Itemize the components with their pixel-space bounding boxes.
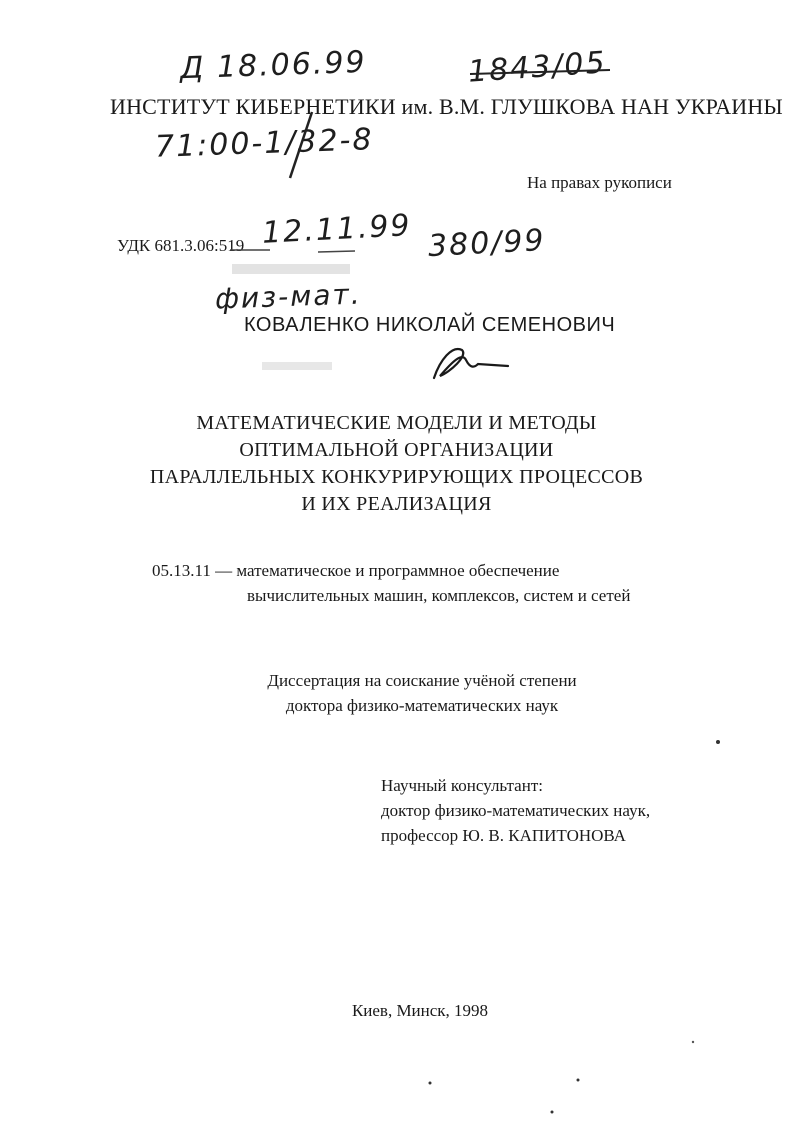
institute-name: ИНСТИТУТ КИБЕРНЕТИКИ им. В.М. ГЛУШКОВА НАН УКРАИНЫ [110,94,783,119]
title-line: ПАРАЛЛЕЛЬНЫХ КОНКУРИРУЮЩИХ ПРОЦЕССОВ [149,466,644,488]
handwritten-number-2: 380/99 [427,222,547,265]
manuscript-rights: На правах рукописи [527,173,672,192]
specialty-code-line: 05.13.11 — математическое и программное обеспечение [152,561,560,580]
degree-line: доктора физико-математических наук [285,696,559,715]
stamp-residue [232,264,350,274]
consultant-label: Научный консультант: [381,776,543,795]
udk-code: УДК 681.3.06:519 [117,236,245,255]
handwritten-code: 71:00-1/32-8 [154,122,375,165]
degree-line: Диссертация на соискание учёной степени [267,671,577,690]
city-year: Киев, Минск, 1998 [351,1001,489,1020]
specialty-description-line: вычислительных машин, комплексов, систем и сетей [247,586,631,605]
speck [577,1079,580,1082]
underline-stroke [470,70,610,74]
handwritten-field: физ-мат. [214,277,363,316]
title-line: И ИХ РЕАЛИЗАЦИЯ [301,493,492,515]
stamp-residue [262,362,332,370]
title-line: ОПТИМАЛЬНОЙ ОРГАНИЗАЦИИ [239,439,554,461]
author-name: КОВАЛЕНКО НИКОЛАЙ СЕМЕНОВИЧ [244,314,616,336]
speck [692,1041,694,1043]
dash-stroke [318,251,355,252]
slash-stroke [290,112,312,178]
handwritten-date-2: 12.11.99 [261,208,413,251]
handwritten-date-1: Д 18.06.99 [179,44,368,87]
speck [429,1082,432,1085]
speck [551,1111,554,1114]
handwritten-number-1: 1843/05 [466,45,608,90]
signature-icon [434,349,508,378]
title-line: МАТЕМАТИЧЕСКИЕ МОДЕЛИ И МЕТОДЫ [196,412,597,434]
consultant-name: профессор Ю. В. КАПИТОНОВА [381,826,626,845]
consultant-degree: доктор физико-математических наук, [381,801,651,820]
speck [716,740,720,744]
